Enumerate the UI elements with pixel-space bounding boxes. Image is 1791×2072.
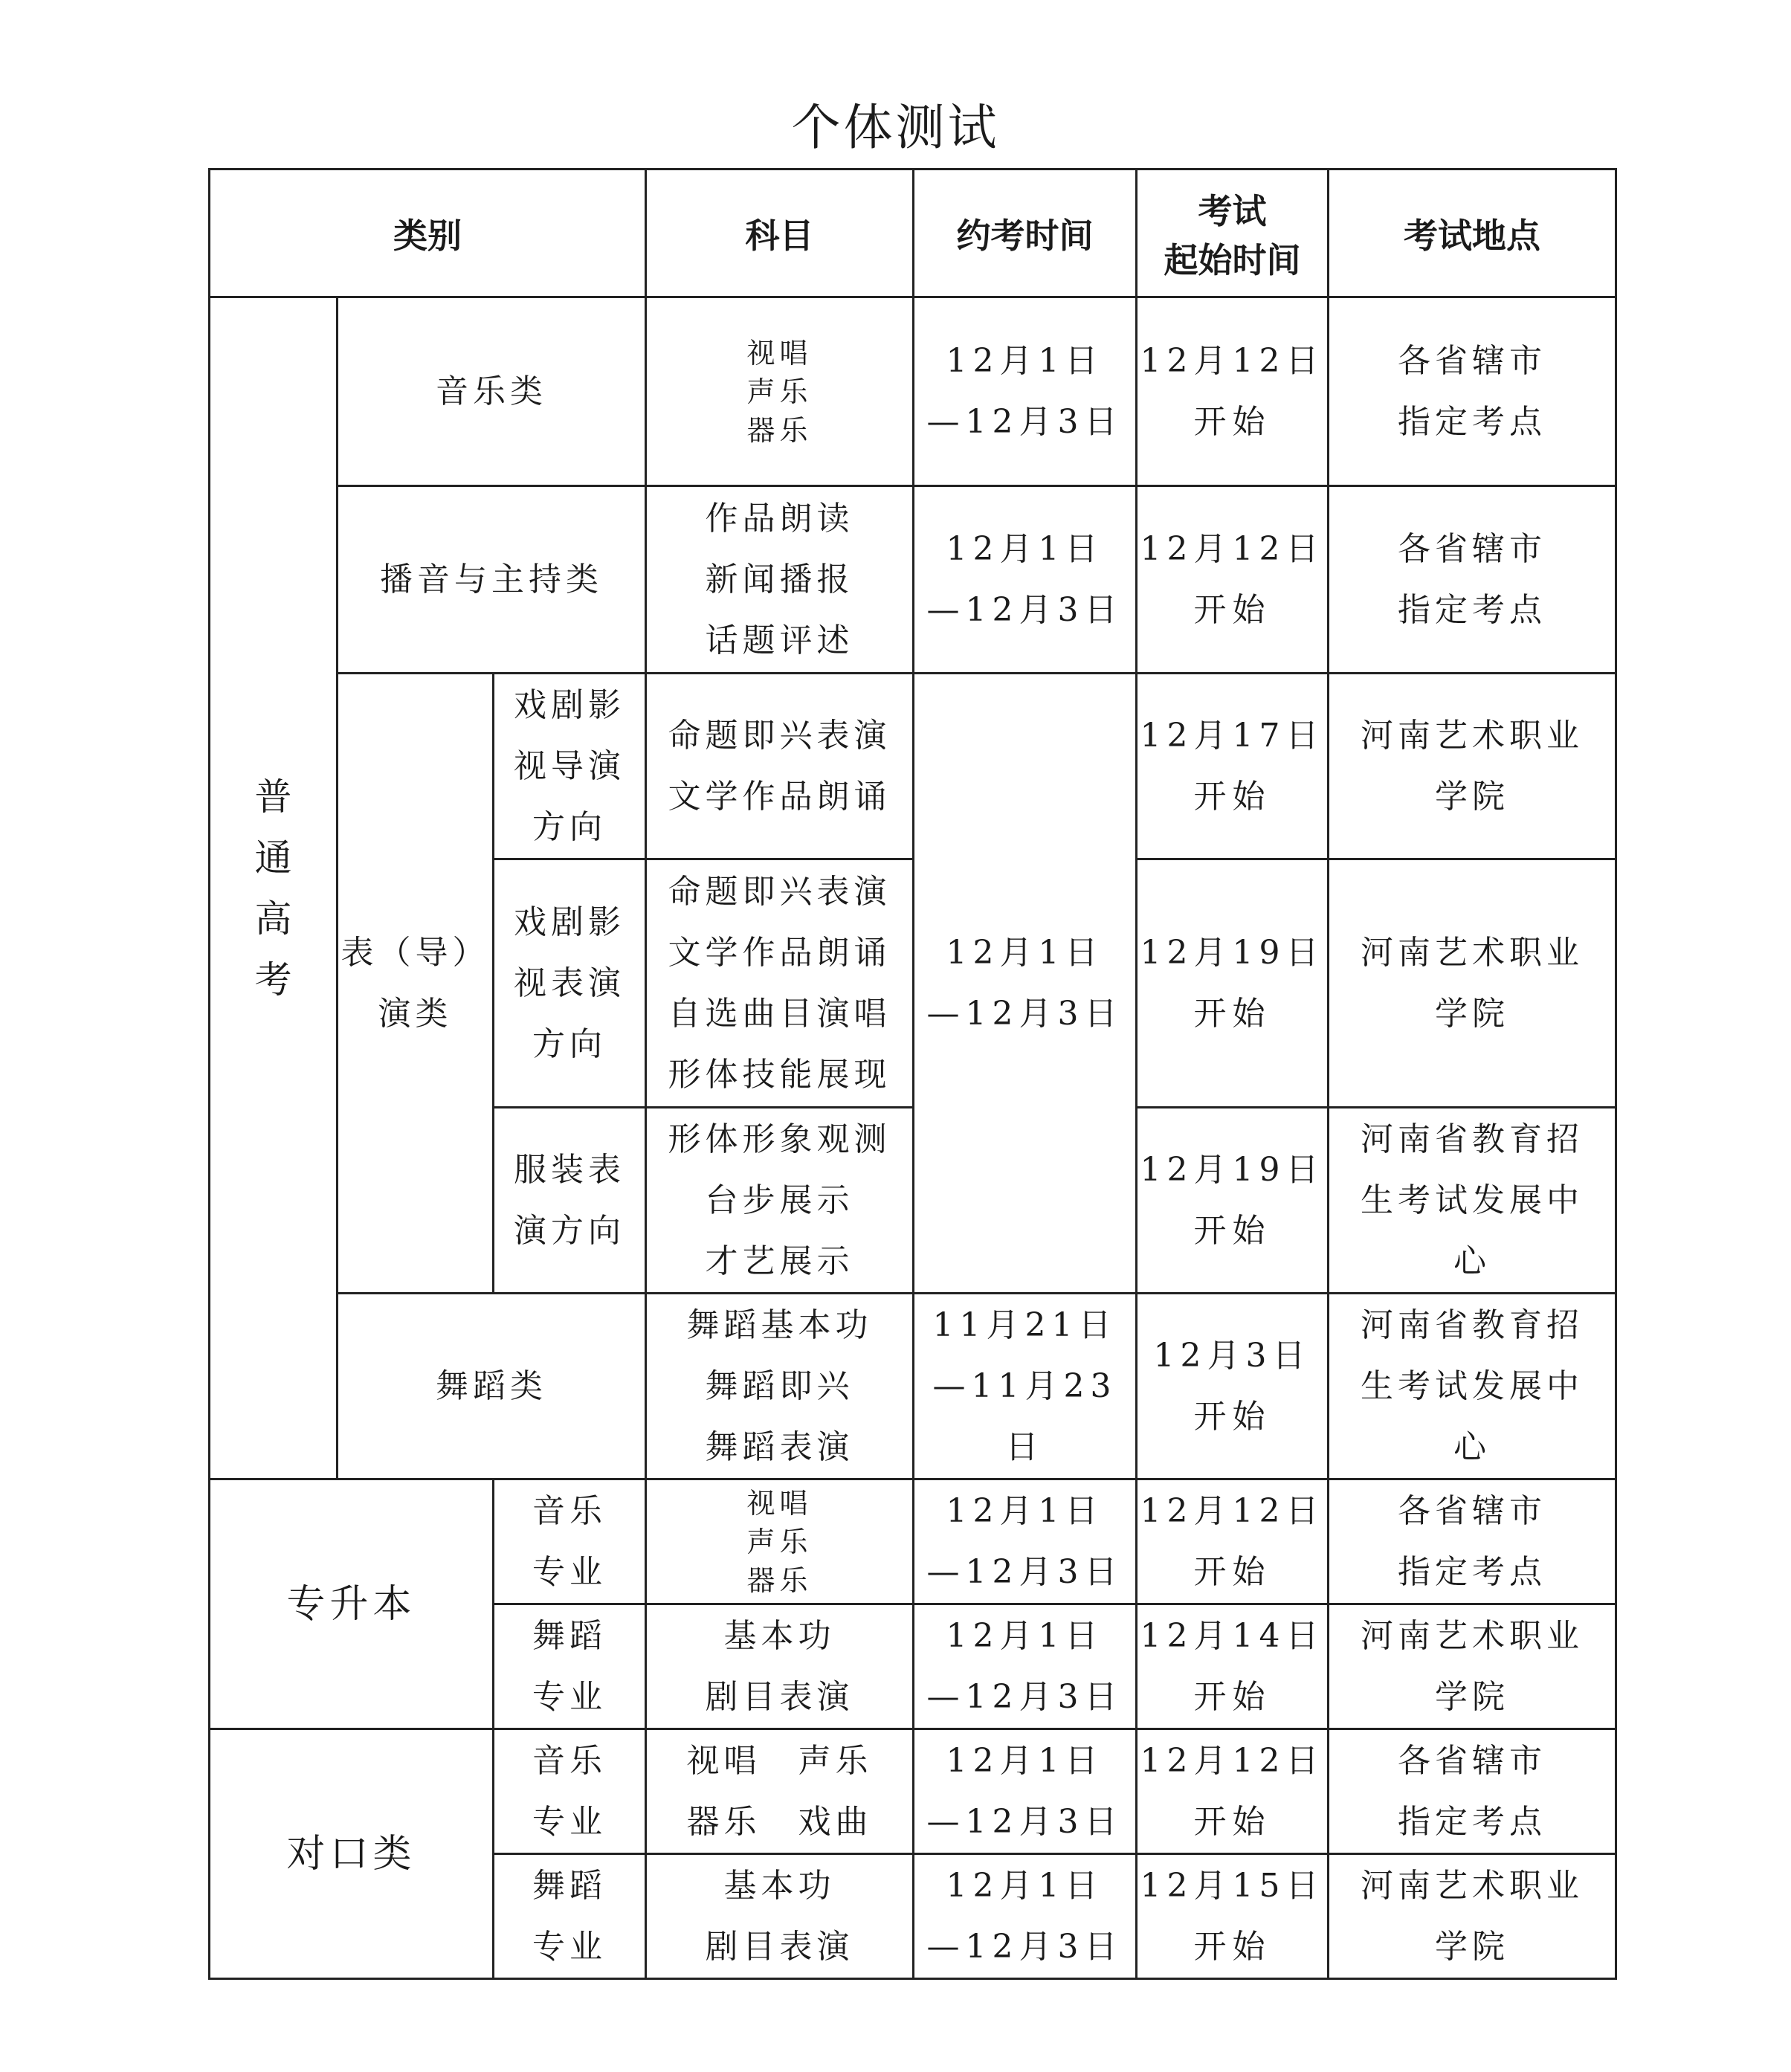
booking-cell [914, 1479, 1137, 1604]
category-cell [338, 674, 494, 1294]
start-suffix: 开始 [1193, 1677, 1271, 1716]
category-cell: 舞蹈类 [338, 1294, 646, 1479]
direction-cell [494, 859, 646, 1108]
subject-item: 声乐 [746, 375, 813, 408]
major-line: 专业 [532, 1802, 607, 1841]
page-title: 个体测试 [791, 99, 1000, 156]
booking-end: —12月3日 [926, 994, 1123, 1033]
start-date: 12月12日 [1140, 341, 1325, 380]
subject-item: 声乐 [746, 1525, 813, 1558]
booking-end: —12月3日 [926, 1927, 1123, 1966]
booking-start: 12月1日 [946, 1741, 1104, 1780]
header-start-time-line2: 起始时间 [1164, 239, 1301, 280]
booking-cell [914, 297, 1137, 486]
header-start-time [1137, 170, 1329, 297]
subject-item: 视唱 [746, 1486, 813, 1520]
subject-item: 舞蹈表演 [705, 1427, 854, 1466]
subject-item: 舞蹈即兴 [705, 1366, 854, 1405]
location-line: 河南省教育招 [1361, 1120, 1584, 1158]
subject-item: 剧目表演 [705, 1927, 854, 1966]
start-date: 12月14日 [1140, 1616, 1325, 1655]
location-cell [1329, 1479, 1616, 1604]
subject-item: 文学作品朗诵 [668, 933, 891, 972]
subject-cell [646, 1729, 914, 1854]
subject-cell [646, 1108, 914, 1294]
table-row [210, 486, 1616, 674]
location-cell [1329, 297, 1616, 486]
start-suffix: 开始 [1193, 777, 1271, 816]
major-line: 音乐 [532, 1741, 607, 1780]
location-line: 学院 [1435, 1927, 1510, 1966]
header-start-time-line1: 考试 [1198, 190, 1267, 231]
start-cell [1137, 297, 1329, 486]
start-cell [1137, 674, 1329, 859]
subject-item: 基本功 [723, 1866, 836, 1905]
start-date: 12月3日 [1153, 1336, 1311, 1375]
location-line: 各省辖市 [1398, 1741, 1547, 1780]
location-line: 河南艺术职业 [1361, 1616, 1584, 1655]
subject-item: 视唱 声乐 [686, 1741, 873, 1780]
location-line: 学院 [1435, 777, 1510, 816]
table-row [210, 674, 1616, 859]
booking-end: —12月3日 [926, 402, 1123, 441]
major-cell [494, 1479, 646, 1604]
start-cell [1137, 1729, 1329, 1854]
start-cell [1137, 1479, 1329, 1604]
booking-start: 12月1日 [946, 933, 1104, 972]
subject-item: 文学作品朗诵 [668, 777, 891, 816]
major-line: 音乐 [532, 1491, 607, 1530]
subject-item: 台步展示 [705, 1181, 854, 1219]
booking-start: 12月1日 [946, 1616, 1104, 1655]
subject-item: 舞蹈基本功 [686, 1306, 873, 1344]
location-line: 河南艺术职业 [1361, 1866, 1584, 1905]
subject-cell [646, 859, 914, 1108]
location-cell [1329, 1108, 1616, 1294]
major-cell [494, 1854, 646, 1979]
start-cell [1137, 1294, 1329, 1479]
direction-line: 方向 [532, 807, 607, 846]
location-cell [1329, 486, 1616, 674]
header-row [210, 170, 1616, 297]
subject-cell [646, 486, 914, 674]
booking-cell [914, 1854, 1137, 1979]
start-suffix: 开始 [1193, 590, 1271, 629]
header-subject: 科目 [646, 170, 914, 297]
direction-line: 戏剧影 [514, 685, 626, 724]
subject-item: 命题即兴表演 [668, 872, 891, 911]
start-suffix: 开始 [1193, 1802, 1271, 1841]
location-line: 指定考点 [1398, 590, 1547, 629]
location-line: 各省辖市 [1398, 529, 1547, 568]
location-line: 各省辖市 [1398, 1491, 1547, 1530]
header-location: 考试地点 [1329, 170, 1616, 297]
location-line: 心 [1453, 1242, 1491, 1280]
start-cell [1137, 1854, 1329, 1979]
booking-start: 12月1日 [946, 529, 1104, 568]
subject-item: 器乐 戏曲 [686, 1802, 873, 1841]
major-line: 专业 [532, 1677, 607, 1716]
start-suffix: 开始 [1193, 1552, 1271, 1591]
booking-end: —12月3日 [926, 1677, 1123, 1716]
start-suffix: 开始 [1193, 402, 1271, 441]
ordinary-exam-cell [210, 297, 338, 1479]
subject-item: 新闻播报 [705, 560, 854, 598]
location-line: 指定考点 [1398, 1802, 1547, 1841]
booking-start: 12月1日 [946, 1866, 1104, 1905]
direction-line: 视表演 [514, 964, 626, 1002]
subject-cell [646, 297, 914, 486]
location-line: 指定考点 [1398, 1552, 1547, 1591]
location-line: 生考试发展中 [1361, 1366, 1584, 1405]
upgrade-label-cell: 专升本 [210, 1479, 494, 1729]
subject-item: 话题评述 [705, 621, 854, 659]
table-row [210, 1294, 1616, 1479]
location-cell [1329, 674, 1616, 859]
location-line: 各省辖市 [1398, 341, 1547, 380]
location-cell [1329, 1854, 1616, 1979]
major-line: 舞蹈 [532, 1616, 607, 1655]
start-date: 12月12日 [1140, 1491, 1325, 1530]
location-line: 河南艺术职业 [1361, 933, 1584, 972]
subject-cell [646, 674, 914, 859]
start-cell [1137, 486, 1329, 674]
location-line: 河南艺术职业 [1361, 716, 1584, 755]
start-cell [1137, 1604, 1329, 1729]
header-category: 类别 [210, 170, 646, 297]
subject-item: 器乐 [746, 413, 813, 447]
booking-end: —12月3日 [926, 590, 1123, 629]
table-row [210, 1479, 1616, 1604]
start-date: 12月19日 [1140, 933, 1325, 972]
ordinary-exam-label: 普通高考 [254, 775, 297, 1001]
location-line: 学院 [1435, 994, 1510, 1033]
start-suffix: 开始 [1193, 1927, 1271, 1966]
start-suffix: 开始 [1193, 994, 1271, 1033]
start-date: 12月12日 [1140, 529, 1325, 568]
location-cell [1329, 859, 1616, 1108]
major-cell [494, 1729, 646, 1854]
booking-cell [914, 1294, 1137, 1479]
booking-cell [914, 486, 1137, 674]
location-line: 心 [1453, 1427, 1491, 1466]
booking-start: 12月1日 [946, 1491, 1104, 1530]
location-line: 指定考点 [1398, 402, 1547, 441]
subject-cell [646, 1604, 914, 1729]
category-cell: 播音与主持类 [338, 486, 646, 674]
booking-cell [914, 674, 1137, 1294]
subject-cell [646, 1479, 914, 1604]
table-row [210, 1729, 1616, 1854]
category-line: 表（导） [341, 933, 490, 972]
start-suffix: 开始 [1193, 1397, 1271, 1436]
start-cell [1137, 859, 1329, 1108]
location-cell [1329, 1294, 1616, 1479]
exam-schedule-table [208, 168, 1617, 1980]
category-line: 演类 [378, 994, 453, 1033]
start-cell [1137, 1108, 1329, 1294]
booking-cell [914, 1729, 1137, 1854]
booking-end: —11月23日 [932, 1366, 1117, 1466]
subject-item: 形体形象观测 [668, 1120, 891, 1158]
subject-cell [646, 1854, 914, 1979]
counterpart-label-cell: 对口类 [210, 1729, 494, 1979]
booking-start: 11月21日 [932, 1306, 1117, 1344]
booking-end: —12月3日 [926, 1552, 1123, 1591]
location-line: 生考试发展中 [1361, 1181, 1584, 1219]
start-date: 12月15日 [1140, 1866, 1325, 1905]
major-line: 专业 [532, 1552, 607, 1591]
start-date: 12月12日 [1140, 1741, 1325, 1780]
booking-start: 12月1日 [946, 341, 1104, 380]
subject-item: 才艺展示 [705, 1242, 854, 1280]
category-cell: 音乐类 [338, 297, 646, 486]
major-line: 舞蹈 [532, 1866, 607, 1905]
direction-line: 视导演 [514, 746, 626, 785]
table-row [210, 297, 1616, 486]
subject-item: 基本功 [723, 1616, 836, 1655]
major-cell [494, 1604, 646, 1729]
subject-item: 命题即兴表演 [668, 716, 891, 755]
subject-item: 形体技能展现 [668, 1055, 891, 1094]
direction-line: 方向 [532, 1024, 607, 1063]
subject-item: 视唱 [746, 336, 813, 369]
direction-cell [494, 1108, 646, 1294]
start-suffix: 开始 [1193, 1211, 1271, 1250]
location-cell [1329, 1729, 1616, 1854]
subject-cell [646, 1294, 914, 1479]
location-cell [1329, 1604, 1616, 1729]
start-date: 12月19日 [1140, 1150, 1325, 1189]
booking-cell [914, 1604, 1137, 1729]
location-line: 学院 [1435, 1677, 1510, 1716]
major-line: 专业 [532, 1927, 607, 1966]
direction-line: 服装表 [514, 1150, 626, 1189]
location-line: 河南省教育招 [1361, 1306, 1584, 1344]
subject-item: 剧目表演 [705, 1677, 854, 1716]
subject-item: 作品朗读 [705, 499, 854, 538]
booking-end: —12月3日 [926, 1802, 1123, 1841]
start-date: 12月17日 [1140, 716, 1325, 755]
header-booking-time: 约考时间 [914, 170, 1137, 297]
subject-item: 自选曲目演唱 [668, 994, 891, 1033]
direction-cell [494, 674, 646, 859]
subject-item: 器乐 [746, 1563, 813, 1597]
direction-line: 演方向 [514, 1211, 626, 1250]
direction-line: 戏剧影 [514, 903, 626, 941]
